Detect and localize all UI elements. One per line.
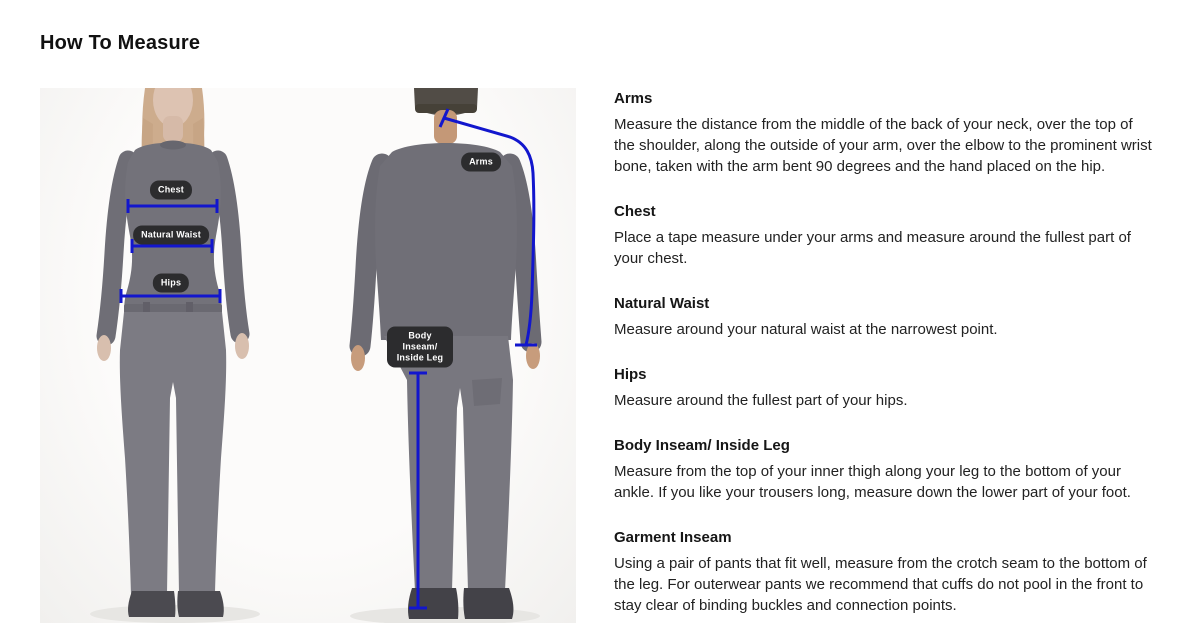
measure-section-arms: [614, 90, 1154, 177]
section-title: Chest: [614, 203, 656, 220]
measurement-label-hips: Hips: [153, 274, 189, 293]
how-to-measure-figure: [40, 88, 576, 623]
measure-section-chest: [614, 203, 1154, 269]
section-body: Using a pair of pants that fit well, measure from the crotch seam to the bottom of the leg. For outerwear pants we recommend that cuffs do not pool in the front to stay clear of binding buckles and connection points.: [614, 555, 1147, 614]
measurement-label-body-inseam: Body Inseam/ Inside Leg: [387, 327, 453, 368]
section-body: Measure around your natural waist at the narrowest point.: [614, 321, 998, 338]
section-body: Measure around the fullest part of your hips.: [614, 392, 908, 409]
measure-section-garment-inseam: [614, 529, 1154, 616]
measure-section-natural-waist: [614, 295, 1154, 340]
section-title: Arms: [614, 90, 653, 107]
measure-section-body-inseam: [614, 437, 1154, 503]
section-body: Measure from the top of your inner thigh along your leg to the bottom of your ankle. If you like your trousers long, measure down the lower part of your foot.: [614, 463, 1131, 501]
page-title: How To Measure: [40, 32, 201, 54]
section-body: Place a tape measure under your arms and measure around the fullest part of your chest.: [614, 229, 1131, 267]
measure-instructions: [614, 90, 1154, 641]
section-title: Hips: [614, 366, 647, 383]
measurement-label-chest: Chest: [150, 181, 192, 200]
measurement-label-arms: Arms: [461, 153, 501, 172]
section-body: Measure the distance from the middle of the back of your neck, over the top of the shoulder, along the outside of your arm, over the elbow to the prominent wrist bone, taken with the arm bent 90 degrees and the hand placed on the hip.: [614, 116, 1152, 175]
measurement-label-natural-waist: Natural Waist: [133, 226, 209, 245]
section-title: Garment Inseam: [614, 529, 732, 546]
section-title: Body Inseam/ Inside Leg: [614, 437, 790, 454]
section-title: Natural Waist: [614, 295, 710, 312]
front-figure: [90, 88, 260, 623]
measure-section-hips: [614, 366, 1154, 411]
